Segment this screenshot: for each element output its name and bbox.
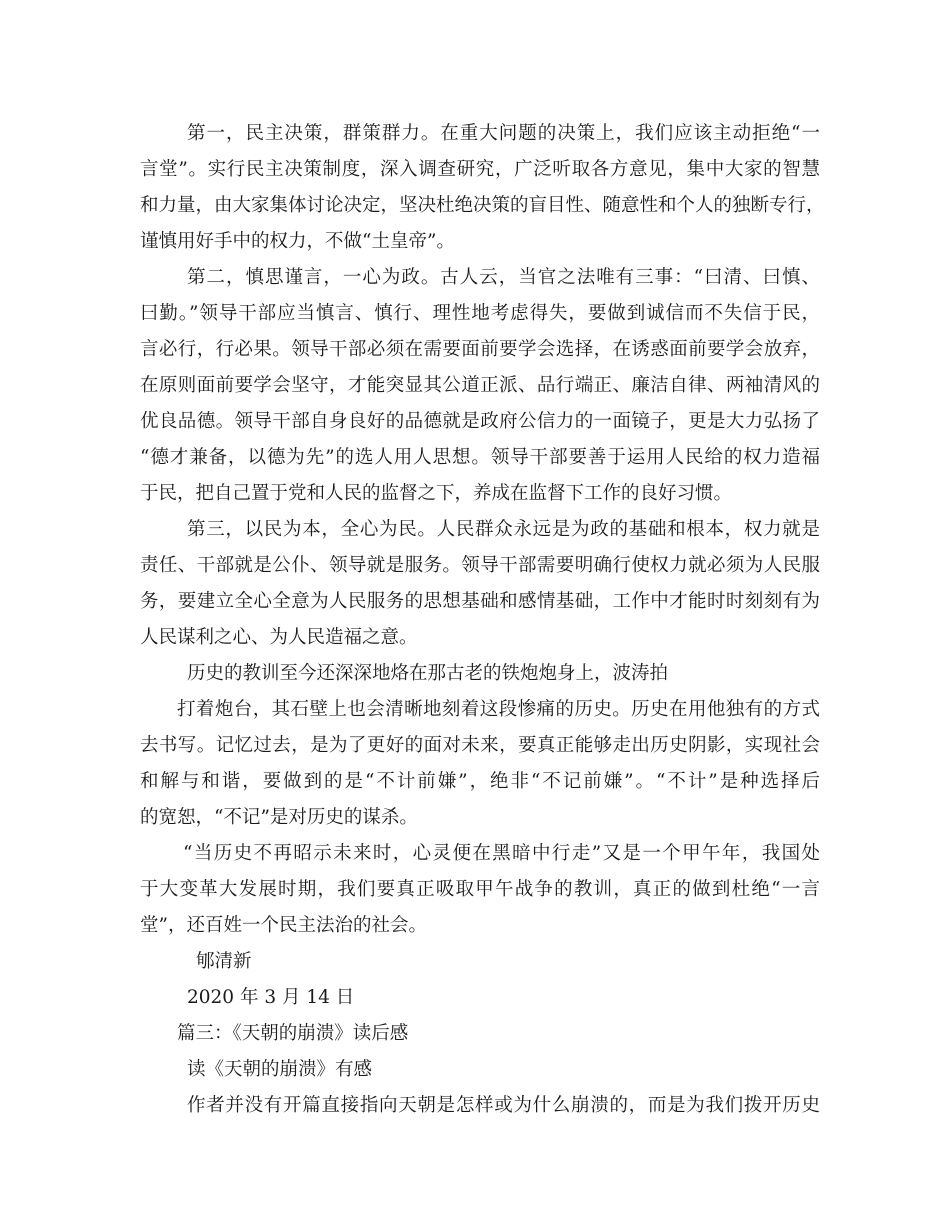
text-line: 于民，把自己置于党和人民的监督之下，养成在监督下工作的良好习惯。: [140, 483, 733, 504]
text-line: 历史的教训至今还深深地烙在那古老的铁炮炮身上，波涛拍: [187, 663, 669, 684]
text-line: 作者并没有开篇直接指向天朝是怎样或为什么崩溃的，而是为我们拨开历史: [187, 1095, 820, 1116]
text-line: 在原则面前要学会坚守，才能突显其公道正派、品行端正、廉洁自律、两袖清风的: [140, 375, 820, 396]
text-line: 谨慎用好手中的权力，不做“土皇帝”。: [140, 231, 455, 252]
section-heading: 篇三：《天朝的崩溃》读后感: [177, 1023, 409, 1044]
text-line: 优良品德。领导干部自身良好的品德就是政府公信力的一面镜子，更是大力弘扬了: [140, 411, 820, 432]
text-line: 言必行，行必果。领导干部必须在需要面前要学会选择，在诱惑面前要学会放弃，: [140, 339, 820, 360]
text-line: 于大变革大发展时期，我们要真正吸取甲午战争的教训，真正的做到杜绝“一言: [140, 879, 820, 900]
text-line: 打着炮台，其石壁上也会清晰地刻着这段惨痛的历史。历史在用他独有的方式: [177, 699, 820, 720]
text-line: 和力量，由大家集体讨论决定，坚决杜绝决策的盲目性、随意性和个人的独断专行，: [140, 195, 825, 216]
text-line: “当历史不再昭示未来时，心灵便在黑暗中行走”又是一个甲午年，我国处: [183, 843, 820, 864]
text-line: 堂”，还百姓一个民主法治的社会。: [140, 915, 427, 936]
text-line: 第三，以民为本，全心为民。人民群众永远是为政的基础和根本，权力就是: [187, 519, 820, 540]
text-line: 的宽恕，“不记”是对历史的谋杀。: [140, 807, 418, 828]
signature-name: 郇清新: [196, 951, 252, 972]
text-line: 言堂”。实行民主决策制度，深入调查研究，广泛听取各方意见，集中大家的智慧: [140, 159, 820, 180]
text-line: 务，要建立全心全意为人民服务的思想基础和感情基础，工作中才能时时刻刻有为: [140, 591, 820, 612]
text-line: 第一，民主决策，群策群力。在重大问题的决策上，我们应该主动拒绝“一: [187, 123, 820, 144]
text-line: 责任、干部就是公仆、领导就是服务。领导干部需要明确行使权力就必须为人民服: [140, 555, 820, 576]
text-line: “德才兼备，以德为先”的选人用人思想。领导干部要善于运用人民给的权力造福: [140, 447, 820, 468]
text-line: 第二，慎思谨言，一心为政。古人云，当官之法唯有三事：“曰清、曰慎、: [187, 267, 820, 288]
text-line: 和解与和谐，要做到的是“不计前嫌”，绝非“不记前嫌”。“不计”是种选择后: [140, 771, 820, 792]
text-line: 曰勤。”领导干部应当慎言、慎行、理性地考虑得失，要做到诚信而不失信于民，: [140, 303, 820, 324]
date-line: 2020 年 3 月 14 日: [187, 987, 355, 1008]
text-line: 人民谋利之心、为人民造福之意。: [140, 627, 418, 648]
section-subheading: 读《天朝的崩溃》有感: [187, 1059, 373, 1080]
text-line: 去书写。记忆过去，是为了更好的面对未来，要真正能够走出历史阴影，实现社会: [140, 735, 820, 756]
